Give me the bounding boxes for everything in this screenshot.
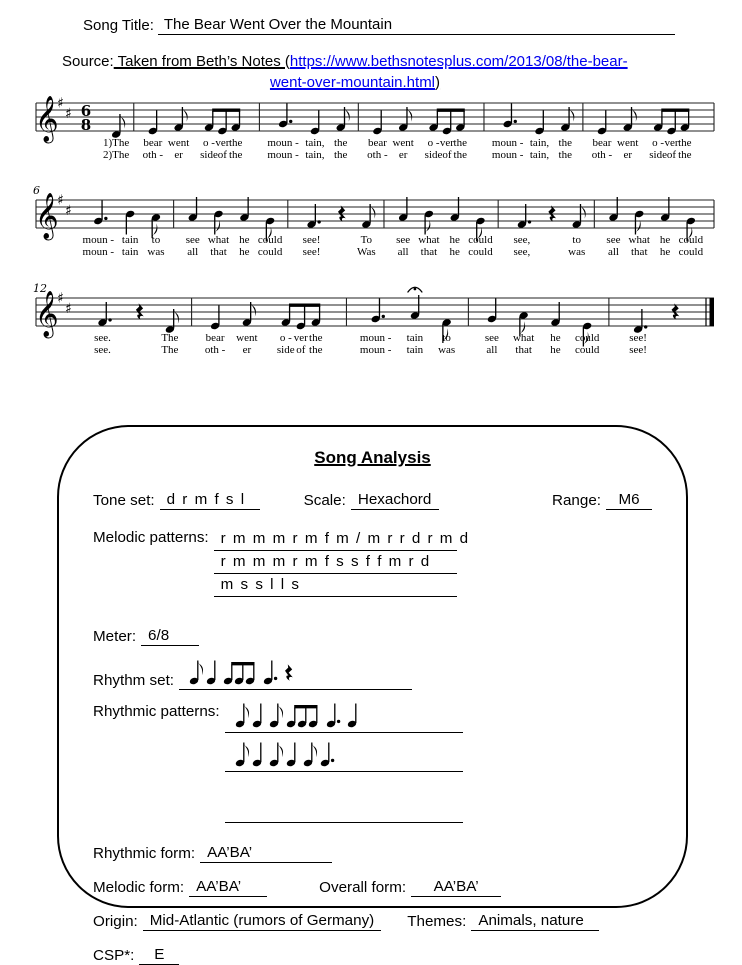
svg-text:the: the [453, 149, 468, 161]
svg-text:of: of [666, 149, 677, 161]
song-title-value: The Bear Went Over the Mountain [158, 16, 675, 35]
svg-text:the: the [558, 137, 572, 149]
svg-text:could: could [257, 246, 283, 258]
svg-text:moun -: moun - [359, 344, 392, 356]
rhythmic-pattern-line [225, 703, 463, 733]
svg-text:moun -: moun - [82, 234, 115, 246]
svg-text:see: see [484, 332, 499, 344]
svg-text:8: 8 [80, 116, 92, 134]
svg-text:could: could [678, 246, 704, 258]
svg-text:all: all [187, 246, 199, 258]
svg-text:he: he [449, 246, 460, 258]
svg-text:was: was [438, 344, 456, 356]
svg-text:what: what [512, 332, 535, 344]
svg-text:went: went [617, 137, 639, 149]
svg-text:er: er [174, 149, 183, 161]
svg-text:𝄞: 𝄞 [35, 96, 59, 142]
rhythmic-pattern-line-empty [225, 798, 463, 823]
melodic-form-value: AA’BA’ [189, 878, 267, 897]
music-system-1 [30, 87, 720, 165]
svg-text:♯: ♯ [65, 106, 72, 122]
svg-text:oth -: oth - [204, 344, 226, 356]
svg-text:moun -: moun - [359, 332, 392, 344]
svg-text:could: could [678, 234, 704, 246]
svg-text:the: the [453, 137, 468, 149]
svg-text:he: he [239, 246, 250, 258]
svg-text:he: he [449, 234, 460, 246]
rhythm-set-value [179, 660, 412, 690]
svg-text:to: to [572, 234, 581, 246]
csp-value: E [139, 946, 179, 965]
svg-text:the: the [333, 137, 348, 149]
svg-text:see,: see, [513, 234, 531, 246]
music-system-3 [30, 282, 720, 360]
svg-text:1)The: 1)The [103, 137, 130, 149]
svg-text:he: he [550, 332, 561, 344]
svg-text:the: the [558, 149, 572, 161]
svg-text:see.: see. [94, 344, 111, 356]
svg-text:that: that [420, 246, 438, 258]
svg-text:that: that [210, 246, 227, 258]
svg-text:tain: tain [121, 246, 139, 258]
melodic-patterns-row [93, 529, 652, 598]
source-label: Source: [62, 53, 114, 70]
svg-text:he: he [659, 234, 671, 246]
svg-text:er: er [398, 149, 408, 161]
meter-label: Meter: [93, 628, 137, 645]
svg-text:see!: see! [629, 344, 647, 356]
melodic-patterns-lines [214, 529, 470, 598]
svg-text:was: was [147, 246, 165, 258]
svg-text:moun -: moun - [82, 246, 115, 258]
svg-text:tain,: tain, [305, 149, 325, 161]
svg-text:of: of [217, 149, 227, 161]
source-suffix: ) [435, 74, 441, 91]
source-line-1 [62, 51, 648, 72]
rhythm-set-row [93, 660, 652, 690]
svg-text:all: all [607, 246, 619, 258]
svg-text:moun -: moun - [267, 149, 299, 161]
svg-text:that: that [515, 344, 532, 356]
svg-text:side: side [649, 149, 667, 161]
source-prefix: Taken from Beth’s Notes ( [113, 53, 290, 70]
svg-text:of: of [442, 149, 452, 161]
svg-text:tain,: tain, [529, 137, 550, 149]
svg-text:of: of [296, 344, 306, 356]
svg-text:he: he [239, 234, 250, 246]
svg-text:to: to [442, 332, 451, 344]
svg-text:was: was [568, 246, 586, 258]
svg-text:the: the [678, 137, 692, 149]
svg-text:see: see [606, 234, 621, 246]
tone-set-row [93, 491, 652, 510]
svg-text:see.: see. [94, 332, 111, 344]
svg-text:2)The: 2)The [103, 149, 130, 161]
svg-text:bear: bear [205, 332, 225, 344]
rhythmic-patterns-label: Rhythmic patterns: [93, 703, 220, 720]
scale-label: Scale: [303, 492, 346, 509]
svg-text:♯: ♯ [57, 192, 64, 209]
svg-text:side: side [276, 344, 295, 356]
music-system-2 [30, 184, 720, 262]
svg-text:ver: ver [664, 137, 679, 149]
svg-text:what: what [207, 234, 230, 246]
svg-text:see!: see! [302, 234, 321, 246]
svg-text:tain: tain [121, 234, 139, 246]
svg-text:6: 6 [33, 184, 40, 197]
svg-text:oth -: oth - [367, 149, 388, 161]
svg-text:o -: o - [279, 332, 292, 344]
svg-text:tain,: tain, [305, 137, 325, 149]
svg-text:see!: see! [629, 332, 647, 344]
svg-text:𝄞: 𝄞 [35, 193, 59, 239]
svg-text:see,: see, [513, 246, 531, 258]
svg-text:moun -: moun - [267, 137, 299, 149]
svg-text:bear: bear [592, 137, 612, 149]
source-link-line1[interactable]: https://www.bethsnotesplus.com/2013/08/the-bear- [289, 53, 628, 70]
svg-text:see: see [185, 234, 200, 246]
svg-text:the: the [309, 332, 323, 344]
svg-text:o -: o - [427, 137, 440, 149]
meter-value: 6/8 [141, 627, 199, 646]
melodic-pattern-line: m s s l l s [214, 575, 457, 597]
csp-label: CSP*: [93, 947, 135, 964]
svg-text:he: he [550, 344, 561, 356]
rhythmic-patterns-lines [225, 703, 463, 823]
svg-text:o -: o - [652, 137, 665, 149]
range-value: M6 [606, 491, 652, 510]
svg-text:see: see [396, 234, 411, 246]
tone-set-value: d r m f s l [160, 491, 260, 510]
svg-text:the: the [678, 149, 692, 161]
melodic-pattern-line: r m m m r m f m / m r r d r m d [214, 529, 457, 551]
svg-text:ver: ver [293, 332, 308, 344]
song-analysis-box [57, 425, 688, 964]
tone-set-label: Tone set: [93, 492, 155, 509]
svg-text:Was: Was [356, 246, 376, 258]
rhythmic-form-row [93, 844, 652, 863]
svg-text:♯: ♯ [65, 203, 72, 219]
rhythmic-patterns-row [93, 703, 652, 823]
svg-text:went: went [167, 137, 190, 149]
svg-text:went: went [392, 137, 414, 149]
svg-text:side: side [424, 149, 443, 161]
csp-row [93, 946, 652, 965]
rhythm-set-notes [186, 660, 309, 688]
svg-text:he: he [659, 246, 671, 258]
overall-form-value: AA’BA’ [411, 878, 501, 897]
themes-label: Themes: [407, 913, 467, 930]
origin-row [93, 912, 652, 931]
rhythmic-pattern-notes-1 [232, 703, 373, 731]
svg-text:tain: tain [406, 344, 424, 356]
svg-text:could: could [574, 332, 600, 344]
svg-text:could: could [468, 234, 493, 246]
svg-text:could: could [257, 234, 283, 246]
rhythmic-form-value: AA’BA’ [200, 844, 332, 863]
source-link-line2[interactable]: went-over-mountain.html [269, 74, 436, 91]
song-title-row [83, 16, 675, 35]
svg-text:what: what [628, 234, 650, 246]
svg-text:bear: bear [143, 137, 163, 149]
svg-text:the: the [228, 149, 243, 161]
svg-text:that: that [631, 246, 648, 258]
svg-text:The: The [161, 332, 179, 344]
svg-text:bear: bear [367, 137, 387, 149]
melodic-pattern-line: r m m m r m f s s f f m r d [214, 552, 457, 574]
svg-text:moun -: moun - [491, 149, 524, 161]
svg-text:could: could [468, 246, 493, 258]
svg-text:ver: ver [439, 137, 454, 149]
svg-text:♯: ♯ [65, 301, 72, 317]
range-label: Range: [552, 492, 601, 509]
svg-text:side: side [200, 149, 218, 161]
rhythmic-form-label: Rhythmic form: [93, 845, 196, 862]
analysis-title: Song Analysis [314, 448, 431, 467]
melodic-form-label: Melodic form: [93, 879, 185, 896]
svg-text:all: all [397, 246, 409, 258]
svg-text:♯: ♯ [57, 95, 64, 112]
rhythmic-pattern-notes-2 [232, 742, 350, 770]
song-title-label: Song Title: [83, 17, 154, 34]
svg-text:o -: o - [203, 137, 215, 149]
svg-text:oth -: oth - [591, 149, 613, 161]
svg-text:see!: see! [302, 246, 321, 258]
svg-text:could: could [574, 344, 600, 356]
svg-text:tain: tain [406, 332, 424, 344]
origin-label: Origin: [93, 913, 138, 930]
scale-value: Hexachord [351, 491, 439, 510]
svg-text:The: The [161, 344, 179, 356]
themes-value: Animals, nature [471, 912, 599, 931]
svg-text:tain,: tain, [529, 149, 550, 161]
svg-text:er: er [242, 344, 252, 356]
svg-text:the: the [333, 149, 348, 161]
svg-text:oth -: oth - [142, 149, 164, 161]
svg-text:6: 6 [80, 102, 92, 120]
svg-text:the: the [309, 344, 323, 356]
svg-text:moun -: moun - [491, 137, 524, 149]
melodic-patterns-label: Melodic patterns: [93, 529, 209, 546]
svg-text:12: 12 [33, 282, 47, 295]
svg-text:the: the [228, 137, 243, 149]
svg-text:To: To [360, 234, 373, 246]
overall-form-label: Overall form: [319, 879, 407, 896]
svg-text:what: what [418, 234, 440, 246]
svg-text:ver: ver [215, 137, 230, 149]
rhythmic-pattern-line [225, 742, 463, 772]
svg-text:𝄞: 𝄞 [35, 291, 59, 337]
svg-text:went: went [236, 332, 258, 344]
svg-text:all: all [486, 344, 498, 356]
melodic-form-row [93, 878, 652, 897]
svg-text:er: er [623, 149, 632, 161]
meter-row [93, 627, 652, 646]
svg-text:♯: ♯ [57, 290, 64, 307]
rhythm-set-label: Rhythm set: [93, 672, 175, 689]
svg-text:to: to [151, 234, 161, 246]
origin-value: Mid-Atlantic (rumors of Germany) [143, 912, 381, 931]
